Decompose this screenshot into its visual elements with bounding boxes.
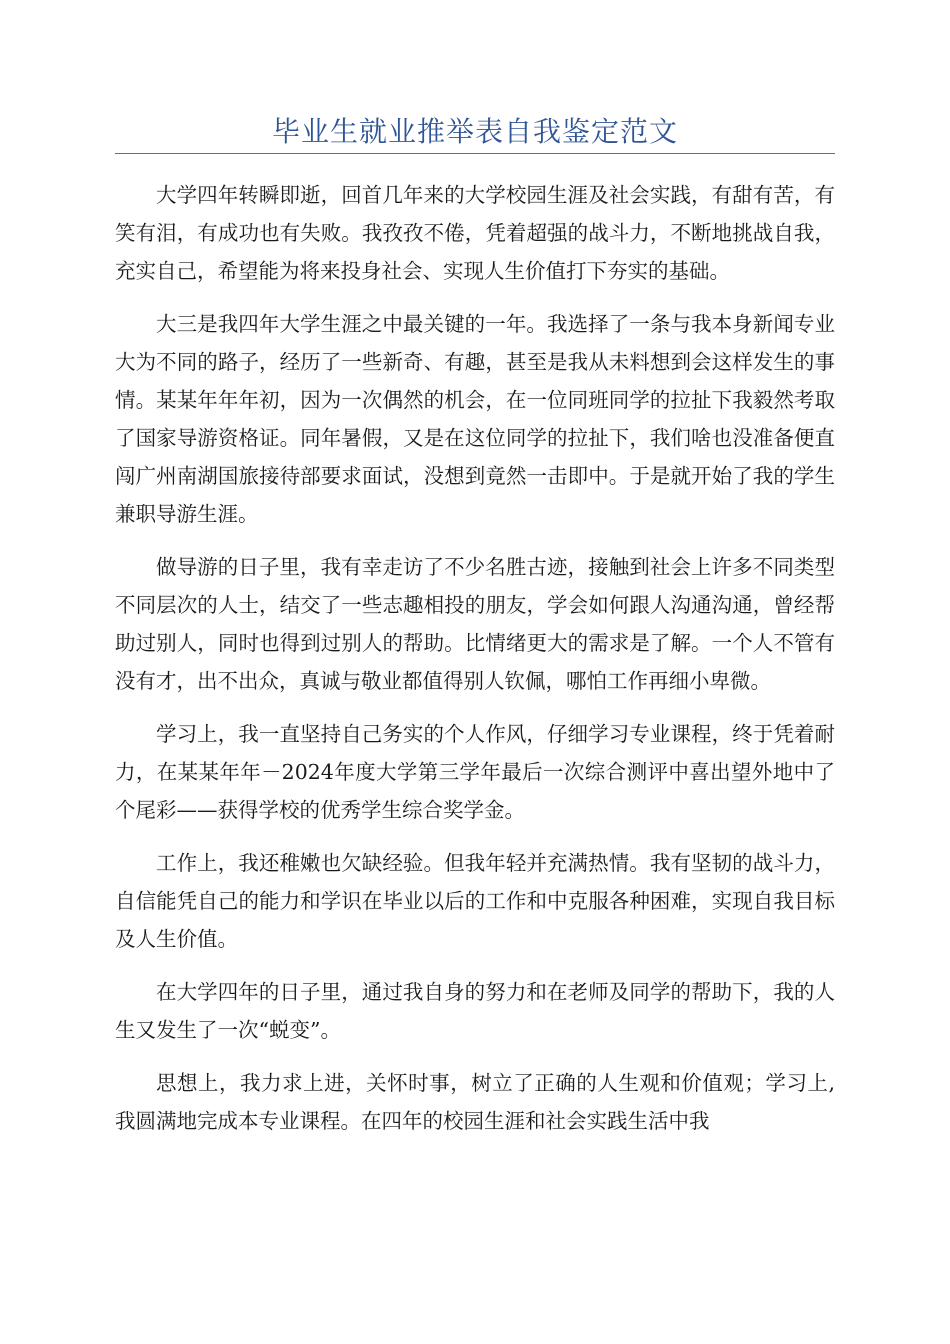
paragraph-2: 大三是我四年大学生涯之中最关键的一年。我选择了一条与我本身新闻专业大为不同的路子，经历了一些新奇、有趣，甚至是我从未料想到会这样发生的事情。某某年年年初，因为一次偶然的机会，在一位同班同学的拉扯下我毅然考取了国家导游资格证。同年暑假，又是在这位同学的拉扯下，我们啥也没准备便直闯广州南湖国旅接待部要求面试，没想到竟然一击即中。于是就开始了我的学生兼职导游生涯。 [115, 312, 835, 526]
paragraph-7: 思想上，我力求上进，关怀时事，树立了正确的人生观和价值观；学习上,我圆满地完成本专业课程。在四年的校园生涯和社会实践生活中我 [115, 1071, 835, 1133]
document-body [115, 176, 835, 1140]
paragraph-4: 学习上，我一直坚持自己务实的个人作风，仔细学习专业课程，终于凭着耐力，在某某年年－2024年度大学第三学年最后一次综合测评中喜出望外地中了个尾彩——获得学校的优秀学生综合奖学金。 [115, 722, 835, 822]
document-title: 毕业生就业推举表自我鉴定范文 [271, 115, 678, 148]
paragraph-6: 在大学四年的日子里，通过我自身的努力和在老师及同学的帮助下，我的人生又发生了一次“蜕变”。 [115, 980, 835, 1042]
title-underline-rule [115, 153, 835, 154]
paragraph-1: 大学四年转瞬即逝，回首几年来的大学校园生涯及社会实践，有甜有苦，有笑有泪，有成功也有失败。我孜孜不倦，凭着超强的战斗力，不断地挑战自我，充实自己，希望能为将来投身社会、实现人生价值打下夯实的基础。 [115, 183, 835, 283]
paragraph-3: 做导游的日子里，我有幸走访了不少名胜古迹，接触到社会上许多不同类型不同层次的人士，结交了一些志趣相投的朋友，学会如何跟人沟通沟通，曾经帮助过别人，同时也得到过别人的帮助。比情绪更大的需求是了解。一个人不管有没有才，出不出众，真诚与敬业都值得别人钦佩，哪怕工作再细小卑微。 [115, 555, 835, 693]
paragraph-5: 工作上，我还稚嫩也欠缺经验。但我年轻并充满热情。我有坚韧的战斗力，自信能凭自己的能力和学识在毕业以后的工作和中克服各种困难，实现自我目标及人生价值。 [115, 851, 835, 951]
